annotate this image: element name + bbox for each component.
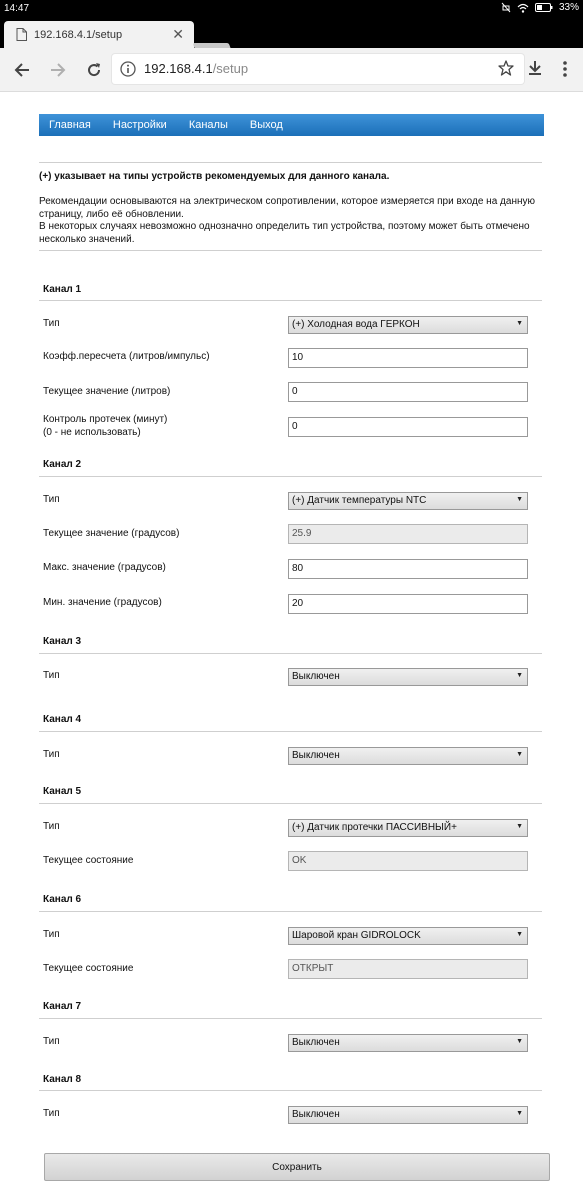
recommend-para2: В некоторых случаях невозможно однозначно определить тип устройства, поэтому может быть отмечено несколько значений. xyxy=(39,221,530,245)
tab-title: 192.168.4.1/setup xyxy=(34,28,123,41)
browser-tab[interactable] xyxy=(4,21,194,48)
divider xyxy=(39,911,542,912)
nav-logout[interactable]: Выход xyxy=(249,119,283,131)
channel-5-type-label: Тип xyxy=(43,821,60,832)
battery-percent: 33% xyxy=(558,2,579,13)
status-time: 14:47 xyxy=(4,3,30,14)
channel-4-type-select[interactable] xyxy=(288,747,528,765)
channel-3-type-value: Выключен xyxy=(292,671,340,682)
dropdown-arrow-icon: ▼ xyxy=(516,931,523,938)
channel-2-type-label: Тип xyxy=(43,494,60,505)
mute-icon xyxy=(501,2,511,13)
channel-5-type-select[interactable] xyxy=(288,819,528,837)
dropdown-arrow-icon: ▼ xyxy=(516,672,523,679)
channel-1-type-label: Тип xyxy=(43,318,60,329)
channel-5-field-1-label: Текущее состояние xyxy=(43,855,134,866)
recommend-para1: Рекомендации основываются на электрическом сопротивлении, которое измеряется при входе на данную страницу, либо её обновлении. xyxy=(39,196,535,220)
channel-6-field-1-label: Текущее состояние xyxy=(43,963,134,974)
channel-2-current-readonly: 25.9 xyxy=(288,524,528,544)
channel-3-title: Канал 3 xyxy=(43,636,82,647)
channel-2-field-1-label: Текущее значение (градусов) xyxy=(43,528,180,539)
divider xyxy=(39,803,542,804)
channel-8-type-label: Тип xyxy=(43,1108,60,1119)
channel-3-type-select[interactable] xyxy=(288,668,528,686)
dropdown-arrow-icon: ▼ xyxy=(516,1110,523,1117)
channel-2-min-input[interactable]: 20 xyxy=(288,594,528,614)
close-tab-icon[interactable]: ✕ xyxy=(172,26,184,42)
document-icon xyxy=(16,28,27,41)
divider xyxy=(39,653,542,654)
nav-home[interactable]: Главная xyxy=(49,119,91,131)
channel-3-type-label: Тип xyxy=(43,670,60,681)
channel-1-current-input[interactable]: 0 xyxy=(288,382,528,402)
channel-1-type-select[interactable] xyxy=(288,316,528,334)
back-icon[interactable] xyxy=(12,60,32,80)
channel-8-type-select[interactable] xyxy=(288,1106,528,1124)
divider xyxy=(39,1090,542,1091)
channel-2-type-select[interactable] xyxy=(288,492,528,510)
channel-8-title: Канал 8 xyxy=(43,1074,82,1085)
top-nav xyxy=(39,114,544,136)
channel-7-title: Канал 7 xyxy=(43,1001,82,1012)
tab-strip xyxy=(0,18,583,48)
channel-6-type-label: Тип xyxy=(43,929,60,940)
channel-5-title: Канал 5 xyxy=(43,786,82,797)
battery-icon xyxy=(535,3,553,12)
forward-icon[interactable] xyxy=(48,60,68,80)
channel-6-type-select[interactable] xyxy=(288,927,528,945)
bookmark-star-icon[interactable] xyxy=(498,60,514,81)
channel-8-type-value: Выключен xyxy=(292,1109,340,1120)
browser-toolbar xyxy=(0,48,583,92)
info-icon[interactable] xyxy=(120,61,136,82)
url-host: 192.168.4.1 xyxy=(144,61,213,76)
dropdown-arrow-icon: ▼ xyxy=(516,823,523,830)
channel-7-type-select[interactable] xyxy=(288,1034,528,1052)
reload-icon[interactable] xyxy=(84,60,104,80)
channel-5-type-value: (+) Датчик протечки ПАССИВНЫЙ+ xyxy=(292,822,457,833)
save-button[interactable]: Сохранить xyxy=(44,1153,550,1181)
address-bar[interactable] xyxy=(112,54,524,84)
nav-channels[interactable]: Каналы xyxy=(188,119,228,131)
channel-6-state-readonly: ОТКРЫТ xyxy=(288,959,528,979)
nav-settings[interactable]: Настройки xyxy=(112,119,167,131)
divider xyxy=(39,250,542,251)
channel-1-ratio-input[interactable]: 10 xyxy=(288,348,528,368)
channel-7-type-value: Выключен xyxy=(292,1037,340,1048)
status-bar xyxy=(0,0,583,18)
divider xyxy=(39,162,542,163)
wifi-icon xyxy=(517,3,529,13)
channel-1-type-value: (+) Холодная вода ГЕРКОН xyxy=(292,319,420,330)
channel-1-leak-input[interactable]: 0 xyxy=(288,417,528,437)
dropdown-arrow-icon: ▼ xyxy=(516,496,523,503)
divider xyxy=(39,1018,542,1019)
channel-2-field-2-label: Макс. значение (градусов) xyxy=(43,562,166,573)
channel-1-field-3-label: Контроль протечек (минут) xyxy=(43,414,168,425)
channel-2-type-value: (+) Датчик температуры NTC xyxy=(292,495,427,506)
channel-4-type-value: Выключен xyxy=(292,750,340,761)
divider xyxy=(39,731,542,732)
channel-1-title: Канал 1 xyxy=(43,284,82,295)
channel-4-type-label: Тип xyxy=(43,749,60,760)
download-icon[interactable] xyxy=(528,60,542,81)
channel-7-type-label: Тип xyxy=(43,1036,60,1047)
channel-2-max-input[interactable]: 80 xyxy=(288,559,528,579)
dropdown-arrow-icon: ▼ xyxy=(516,320,523,327)
channel-6-type-value: Шаровой кран GIDROLOCK xyxy=(292,930,421,941)
divider xyxy=(39,476,542,477)
channel-1-field-1-label: Коэфф.пересчета (литров/импульс) xyxy=(43,351,210,362)
channel-5-state-readonly: OK xyxy=(288,851,528,871)
channel-1-field-2-label: Текущее значение (литров) xyxy=(43,386,171,397)
channel-6-title: Канал 6 xyxy=(43,894,82,905)
dropdown-arrow-icon: ▼ xyxy=(516,1038,523,1045)
channel-2-title: Канал 2 xyxy=(43,459,82,470)
url-path: /setup xyxy=(212,61,249,76)
channel-1-field-3-label2: (0 - не использовать) xyxy=(43,427,141,438)
recommend-note: (+) указывает на типы устройств рекомендуемых для данного канала. xyxy=(39,171,390,182)
dropdown-arrow-icon: ▼ xyxy=(516,751,523,758)
more-menu-icon[interactable] xyxy=(562,60,568,83)
url-text xyxy=(144,61,248,76)
divider xyxy=(39,300,542,301)
channel-2-field-3-label: Мин. значение (градусов) xyxy=(43,597,162,608)
channel-4-title: Канал 4 xyxy=(43,714,82,725)
